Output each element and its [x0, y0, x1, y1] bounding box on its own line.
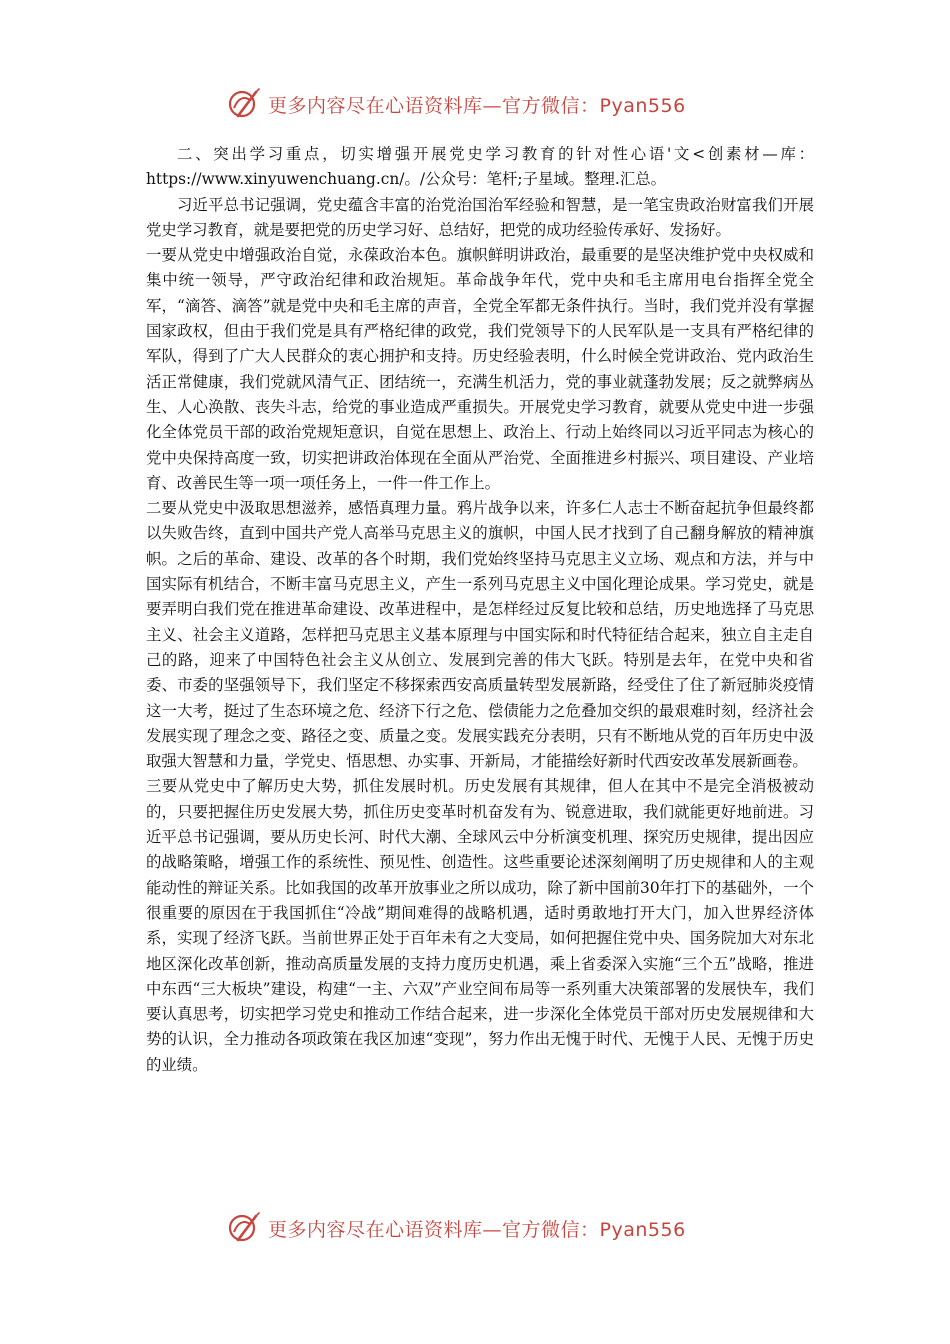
- pen-signature-icon: [226, 86, 262, 122]
- paragraph-point-one: 一要从党史中增强政治自觉，永葆政治本色。旗帜鲜明讲政治，最重要的是坚决维护党中央权威和集中统一领导，严守政治纪律和政治规矩。革命战争年代，党中央和毛主席用电台指挥全党全军，“滴答、滴答”就是党中央和毛主席的声音，全党全军都无条件执行。当时，我们党并没有掌握国家政权，但由于我们党是具有严格纪律的政党，我们党领导下的人民军队是一支具有严格纪律的军队，得到了广大人民群众的衷心拥护和支持。历史经验表明，什么时候全党讲政治、党内政治生活正常健康，我们党就风清气正、团结统一，充满生机活力，党的事业就蓬勃发展；反之就弊病丛生、人心涣散、丧失斗志，给党的事业造成严重损失。开展党史学习教育，就要从党史中进一步强化全体党员干部的政治党规矩意识，自觉在思想上、政治上、行动上始终同以习近平同志为核心的党中央保持高度一致，切实把讲政治体现在全面从严治党、全面推进乡村振兴、项目建设、产业培育、改善民生等一项一项任务上，一件一件工作上。: [146, 246, 814, 492]
- banner-text: 更多内容尽在心语资料库—官方微信：Pyan556: [268, 94, 686, 117]
- paragraph-intro: 二、突出学习重点，切实增强开展党史学习教育的针对性心语'文<创素材—库：https://www.xinyuwenchuang.cn/。/公众号：笔杆;子星域。整理.汇总。: [146, 145, 814, 189]
- document-body: [146, 142, 814, 1078]
- paragraph-summary: 习近平总书记强调，党史蕴含丰富的治党治国治军经验和智慧，是一笔宝贵政治财富我们开展党史学习教育，就是要把党的历史学习好、总结好，把党的成功经验传承好、发扬好。: [146, 195, 814, 239]
- paragraph-point-two: 二要从党史中汲取思想滋养，感悟真理力量。鸦片战争以来，许多仁人志士不断奋起抗争但最终都以失败告终，直到中国共产党人高举马克思主义的旗帜，中国人民才找到了自己翻身解放的精神旗帜。之后的革命、建设、改革的各个时期，我们党始终坚持马克思主义立场、观点和方法，并与中国实际有机结合，不断丰富马克思主义，产生一系列马克思主义中国化理论成果。学习党史，就是要弄明白我们党在推进革命建设、改革进程中，是怎样经过反复比较和总结，历史地选择了马克思主义、社会主义道路，怎样把马克思主义基本原理与中国实际和时代特征结合起来，独立自主走自己的路，迎来了中国特色社会主义从创立、发展到完善的伟大飞跃。特别是去年，在党中央和省委、市委的坚强领导下，我们坚定不移探索西安高质量转型发展新路，经受住了住了新冠肺炎疫情这一大考，挺过了生态环境之危、经济下行之危、偿债能力之危叠加交织的最艰难时刻，经济社会发展实现了理念之变、路径之变、质量之变。发展实践充分表明，只有不断地从党的百年历史中汲取强大智慧和力量，学党史、悟思想、办实事、开新局，才能描绘好新时代西安改革发展新画卷。: [146, 499, 814, 771]
- header-banner: [226, 84, 686, 124]
- footer-banner: [226, 1208, 686, 1248]
- paragraph-point-three: 三要从党史中了解历史大势，抓住发展时机。历史发展有其规律，但人在其中不是完全消极被动的，只要把握住历史发展大势，抓住历史变革时机奋发有为、锐意进取，我们就能更好地前进。习近平总书记强调，要从历史长河、时代大潮、全球风云中分析演变机理、探究历史规律，提出因应的战略策略，增强工作的系统性、预见性、创造性。这些重要论述深刻阐明了历史规律和人的主观能动性的辩证关系。比如我国的改革开放事业之所以成功，除了新中国前30年打下的基础外，一个很重要的原因在于我国抓住“冷战”期间难得的战略机遇，适时勇敢地打开大门，加入世界经济体系，实现了经济飞跃。当前世界正处于百年未有之大变局，如何把握住党中央、国务院加大对东北地区深化改革创新，推动高质量发展的支持力度历史机遇，乘上省委深入实施“三个五”战略，推进中东西“三大板块”建设，构建“一主、六双”产业空间布局等一系列重大决策部署的发展快车，我们要认真思考，切实把学习党史和推动工作结合起来，进一步深化全体党员干部对历史发展规律和大势的认识，全力推动各项政策在我区加速“变现”，努力作出无愧于时代、无愧于人民、无愧于历史的业绩。: [146, 777, 814, 1074]
- banner-text: 更多内容尽在心语资料库—官方微信：Pyan556: [268, 1218, 686, 1241]
- pen-signature-icon: [226, 1210, 262, 1246]
